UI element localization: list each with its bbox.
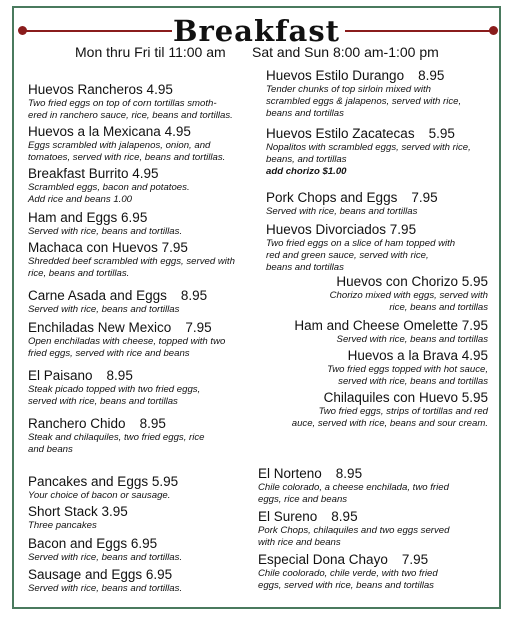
item-desc-line: Served with rice, beans and tortillas (266, 206, 418, 217)
menu-item-pork-chops (266, 190, 438, 218)
item-desc-line: Served with rice, beans and tortillas. (28, 552, 183, 563)
item-desc-line: Three pancakes (28, 520, 97, 531)
item-name: Enchiladas New Mexico (28, 320, 172, 335)
menu-item-breakfast-burrito (28, 166, 190, 206)
menu-item-el-sureno (258, 509, 449, 549)
menu-item-estilo-zacatecas (266, 126, 471, 178)
item-desc-line: Chile colorado, a cheese enchilada, two fried (258, 482, 449, 493)
item-name: Machaca con Huevos 7.95 (28, 240, 188, 255)
item-name: Bacon and Eggs 6.95 (28, 536, 158, 551)
item-desc-line: beans, and tortillas (266, 154, 347, 165)
menu-item-ham-cheese-omelette (252, 318, 488, 346)
menu-item-short-stack (28, 504, 128, 532)
menu-item-estilo-durango (266, 68, 461, 120)
menu-item-sausage-and-eggs (28, 567, 182, 595)
item-name: Huevos a la Brava 4.95 (347, 348, 488, 363)
item-price: 8.95 (331, 509, 358, 524)
item-name: El Norteno (258, 466, 322, 481)
item-desc-line: Pork Chops, chilaquiles and two eggs served (258, 525, 450, 536)
item-desc-line: Nopalitos with scrambled eggs, served with rice, (266, 142, 471, 153)
item-name: El Sureno (258, 509, 318, 524)
item-name: Pancakes and Eggs 5.95 (28, 474, 179, 489)
menu-title: Breakfast (172, 14, 341, 48)
menu-item-huevos-brava (262, 348, 488, 388)
item-price: 8.95 (418, 68, 445, 83)
item-name: Huevos Divorciados 7.95 (266, 222, 417, 237)
item-price: 8.95 (139, 416, 166, 431)
item-desc-line: auce, served with rice, beans and sour cream. (291, 418, 488, 429)
menu-item-machaca (28, 240, 235, 280)
menu-item-pancakes-and-eggs (28, 474, 178, 502)
item-desc-line: Two fried eggs, strips of tortillas and red (318, 406, 488, 417)
menu-item-el-paisano (28, 368, 200, 408)
item-price: 8.95 (106, 368, 133, 383)
item-desc-line: Scrambled eggs, bacon and potatoes. (28, 182, 190, 193)
menu-item-enchiladas-new-mexico (28, 320, 225, 360)
item-desc-line: Steak and chilaquiles, two fried eggs, rice (28, 432, 205, 443)
item-desc-line: red and green sauce, served with rice, (266, 250, 429, 261)
item-addon: add chorizo $1.00 (266, 166, 347, 177)
menu-item-huevos-rancheros (28, 82, 233, 122)
item-name: Chilaquiles con Huevo 5.95 (323, 390, 488, 405)
menu-item-dona-chayo (258, 552, 438, 592)
item-desc-line: served with rice, beans and tortillas (338, 376, 488, 387)
menu-item-chilaquiles (250, 390, 488, 430)
item-desc-line: Open enchiladas with cheese, topped with two (28, 336, 226, 347)
item-desc-line: Two fried eggs topped with hot sauce, (327, 364, 488, 375)
item-desc-line: and beans (28, 444, 73, 455)
item-desc-line: rice, beans and tortillas (389, 302, 488, 313)
item-name: Huevos Rancheros 4.95 (28, 82, 173, 97)
item-desc-line: Steak picado topped with two fried eggs, (28, 384, 201, 395)
item-desc-line: Served with rice, beans and tortillas (336, 334, 488, 345)
item-price: 7.95 (411, 190, 438, 205)
item-name: Breakfast Burrito 4.95 (28, 166, 159, 181)
item-desc-line: tomatoes, served with rice, beans and tortillas. (28, 152, 226, 163)
item-desc-line: with rice and beans (258, 537, 341, 548)
item-name: Ranchero Chido (28, 416, 126, 431)
item-desc-line: rice, beans and tortillas. (28, 268, 130, 279)
weekend-hours: Sat and Sun 8:00 am-1:00 pm (252, 44, 439, 60)
item-desc-line: served with rice, beans and tortillas (28, 396, 178, 407)
item-desc-line: beans and tortillas (266, 262, 344, 273)
item-desc-line: Shredded beef scrambled with eggs, served with (28, 256, 235, 267)
item-desc-line: Served with rice, beans and tortillas (28, 304, 180, 315)
item-desc-line: Add rice and beans 1.00 (28, 194, 133, 205)
item-name: Carne Asada and Eggs (28, 288, 167, 303)
menu-item-divorciados (266, 222, 455, 274)
item-desc-line: Chile coolorado, chile verde, with two fried (258, 568, 438, 579)
menu-item-ham-and-eggs (28, 210, 182, 238)
menu-item-ranchero-chido (28, 416, 205, 456)
item-name: Ham and Eggs 6.95 (28, 210, 148, 225)
item-name: Sausage and Eggs 6.95 (28, 567, 173, 582)
item-desc-line: Two fried eggs on top of corn tortillas smoth- (28, 98, 217, 109)
item-desc-line: Served with rice, beans and tortillas. (28, 583, 183, 594)
item-name: Short Stack 3.95 (28, 504, 128, 519)
item-price: 7.95 (401, 552, 429, 567)
item-name: Huevos con Chorizo 5.95 (336, 274, 488, 289)
item-price: 5.95 (428, 126, 455, 141)
item-name: Pork Chops and Eggs (266, 190, 398, 205)
item-name: Ham and Cheese Omelette 7.95 (294, 318, 488, 333)
menu-item-huevos-mexicana (28, 124, 225, 164)
item-price: 8.95 (335, 466, 363, 481)
menu-item-carne-asada (28, 288, 207, 316)
item-price: 8.95 (180, 288, 208, 303)
item-desc-line: eggs, rice and beans (258, 494, 348, 505)
item-name: Huevos a la Mexicana 4.95 (28, 124, 191, 139)
item-desc-line: Your choice of bacon or sausage. (28, 490, 171, 501)
item-name: Huevos Estilo Durango (266, 68, 405, 83)
item-desc-line: Two fried eggs on a slice of ham topped with (266, 238, 456, 249)
menu-item-el-norteno (258, 466, 449, 506)
item-name: Especial Dona Chayo (258, 552, 388, 567)
item-name: El Paisano (28, 368, 93, 383)
item-desc-line: Tender chunks of top sirloin mixed with (266, 84, 431, 95)
item-desc-line: beans and tortillas (266, 108, 344, 119)
item-desc-line: fried eggs, served with rice and beans (28, 348, 190, 359)
menu-item-bacon-and-eggs (28, 536, 182, 564)
weekday-hours: Mon thru Fri til 11:00 am (75, 44, 226, 60)
item-desc-line: Eggs scrambled with jalapenos, onion, and (28, 140, 211, 151)
menu-item-chorizo (262, 274, 488, 314)
item-desc-line: ered in ranchero sauce, rice, beans and tortillas. (28, 110, 233, 121)
item-desc-line: scrambled eggs & jalapenos, served with rice, (266, 96, 462, 107)
item-desc-line: Served with rice, beans and tortillas. (28, 226, 183, 237)
item-name: Huevos Estilo Zacatecas (266, 126, 415, 141)
item-desc-line: eggs, served with rice, beans and tortillas (258, 580, 434, 591)
item-price: 7.95 (185, 320, 212, 335)
item-desc-line: Chorizo mixed with eggs, served with (329, 290, 488, 301)
